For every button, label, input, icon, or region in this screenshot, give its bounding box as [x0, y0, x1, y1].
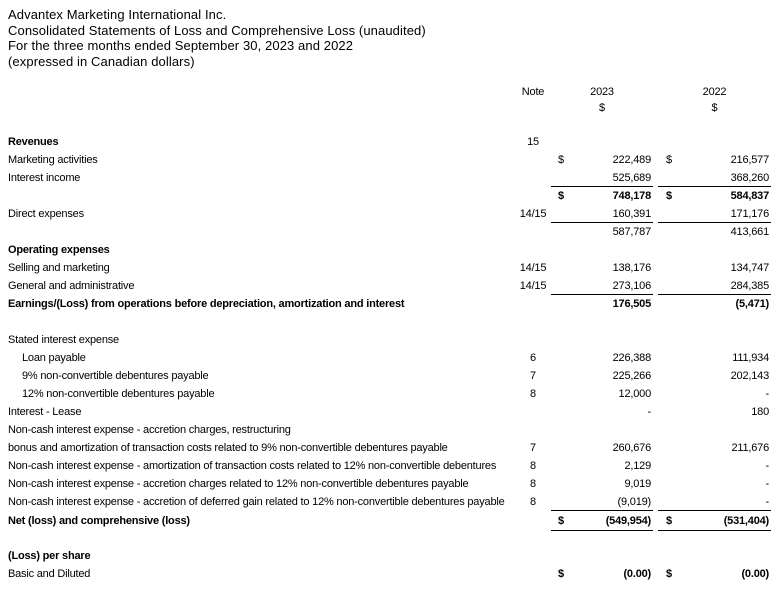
- note-value: 8: [530, 460, 536, 472]
- amount-2022: [658, 367, 771, 385]
- statement-row-gross-margin: [0, 223, 780, 241]
- year-2023-header: 2023: [590, 86, 614, 98]
- statement-row-marketing-activities: [0, 151, 780, 169]
- amount-2022: [658, 151, 771, 169]
- row-label: Operating expenses: [8, 244, 110, 256]
- row-label: Direct expenses: [8, 208, 84, 220]
- currency-sign: $: [558, 514, 564, 527]
- note-value: 8: [530, 496, 536, 508]
- currency-sign: $: [558, 154, 564, 166]
- statement-row-noncash-accretion-restructuring-line1: [0, 421, 780, 439]
- amount-2022: [658, 385, 771, 403]
- row-label: Non-cash interest expense - accretion of deferred gain related to 12% non-convertible debentures payable: [8, 496, 505, 508]
- note-value: 8: [530, 478, 536, 490]
- value-2023: (0.00): [623, 568, 651, 580]
- amount-2023: [551, 385, 653, 403]
- amount-2023: [551, 205, 653, 223]
- currency-header-row: [0, 100, 780, 116]
- value-2023: (549,954): [605, 514, 651, 527]
- value-2023: 138,176: [612, 262, 651, 274]
- currency-note: (expressed in Canadian dollars): [8, 53, 195, 69]
- amount-2022: [658, 259, 771, 277]
- note-column-header: Note: [521, 86, 545, 98]
- row-label: Basic and Diluted: [8, 568, 91, 580]
- statement-row-net-loss: [0, 511, 780, 531]
- value-2022: 134,747: [730, 262, 769, 274]
- statement-row-noncash-accretion-12pct: [0, 475, 780, 493]
- amount-2022: [658, 349, 771, 367]
- amount-2022: [658, 439, 771, 457]
- statement-row-revenues: [0, 133, 780, 151]
- value-2022: 211,676: [731, 442, 769, 454]
- currency-symbol-2023: $: [599, 102, 605, 114]
- row-label: Loan payable: [22, 352, 86, 364]
- amount-2022: [658, 295, 771, 313]
- statement-row-interest-income: [0, 169, 780, 187]
- note-value: 7: [530, 370, 536, 382]
- row-label: Marketing activities: [8, 154, 98, 166]
- value-2022: 368,260: [730, 171, 769, 184]
- amount-2022: [658, 241, 771, 259]
- value-2023: 12,000: [618, 388, 651, 400]
- column-header-row: [0, 84, 780, 100]
- row-label: Non-cash interest expense - accretion charges, restructuring: [8, 424, 291, 436]
- value-2023: 2,129: [624, 460, 651, 472]
- statement-period: For the three months ended September 30, 2023 and 2022: [8, 38, 354, 53]
- value-2022: 216,577: [730, 154, 769, 166]
- company-name: Advantex Marketing International Inc.: [8, 7, 227, 22]
- note-value: 14/15: [519, 208, 547, 220]
- spacer: [0, 531, 780, 547]
- row-label: Stated interest expense: [8, 334, 119, 346]
- amount-2022: [658, 331, 771, 349]
- amount-2022: [658, 187, 771, 205]
- row-label: General and administrative: [8, 280, 135, 292]
- value-2023: 587,787: [612, 226, 651, 238]
- statement-header: [8, 7, 426, 69]
- statement-row-noncash-accretion-restructuring-line2: [0, 439, 780, 457]
- amount-2023: [551, 403, 653, 421]
- value-2023: 225,266: [612, 370, 651, 382]
- note-value: 6: [530, 352, 536, 364]
- statement-row-9pct-debentures: [0, 367, 780, 385]
- amount-2023: [551, 151, 653, 169]
- amount-2022: [658, 169, 771, 187]
- value-2023: 273,106: [612, 279, 651, 292]
- row-label: Net (loss) and comprehensive (loss): [8, 515, 190, 527]
- year-2022-header: 2022: [702, 86, 727, 98]
- note-value: 14/15: [519, 262, 547, 274]
- value-2022: 111,934: [732, 352, 769, 364]
- value-2023: -: [647, 406, 651, 418]
- statement-table: [0, 84, 780, 583]
- amount-2023: [551, 187, 653, 205]
- row-label: bonus and amortization of transaction costs related to 9% non-convertible debentures payable: [8, 442, 448, 454]
- amount-2022: [658, 223, 771, 241]
- note-value: 14/15: [519, 280, 547, 292]
- row-label: 9% non-convertible debentures payable: [22, 370, 209, 382]
- amount-2023: [551, 169, 653, 187]
- amount-2023: [551, 421, 653, 439]
- amount-2023: [551, 241, 653, 259]
- statement-row-operating-expenses: [0, 241, 780, 259]
- statement-row-interest-lease: [0, 403, 780, 421]
- amount-2023: [551, 259, 653, 277]
- currency-symbol-2022: $: [711, 102, 718, 114]
- value-2023: 160,391: [612, 207, 651, 220]
- amount-2023: [551, 439, 653, 457]
- amount-2023: [551, 223, 653, 241]
- value-2023: 226,388: [612, 352, 651, 364]
- amount-2023: [551, 349, 653, 367]
- currency-sign: $: [558, 568, 564, 580]
- row-label: Interest - Lease: [8, 406, 82, 418]
- value-2022: 202,143: [730, 370, 769, 382]
- value-2022: (5,471): [735, 298, 769, 310]
- value-2022: -: [765, 460, 769, 472]
- amount-2023: [551, 457, 653, 475]
- amount-2022: [658, 457, 771, 475]
- row-label: Revenues: [8, 136, 59, 148]
- value-2023: 9,019: [624, 478, 651, 490]
- amount-2022: [658, 205, 771, 223]
- amount-2023: [551, 493, 653, 511]
- statement-title: Consolidated Statements of Loss and Comprehensive Loss (unaudited): [8, 22, 426, 38]
- value-2022: 284,385: [730, 279, 769, 292]
- note-value: 8: [530, 388, 536, 400]
- amount-2022: [658, 493, 771, 511]
- statement-row-noncash-deferred-gain-12pct: [0, 493, 780, 511]
- spacer: [0, 313, 780, 331]
- amount-2022: [658, 403, 771, 421]
- currency-sign: $: [666, 568, 672, 580]
- currency-sign: $: [666, 514, 672, 527]
- statement-row-noncash-amortization-12pct: [0, 457, 780, 475]
- value-2022: (531,404): [723, 514, 769, 527]
- row-label: 12% non-convertible debentures payable: [22, 388, 215, 400]
- currency-sign: $: [666, 154, 672, 166]
- value-2023: 260,676: [612, 442, 651, 454]
- spacer: [0, 116, 780, 133]
- amount-2023: [551, 295, 653, 313]
- row-label: Non-cash interest expense - amortization of transaction costs related to 12% non-convertible debentures: [8, 460, 497, 472]
- statement-row-loss-per-share: [0, 547, 780, 565]
- row-label: (Loss) per share: [8, 550, 91, 562]
- currency-sign: $: [666, 190, 672, 202]
- currency-sign: $: [558, 190, 564, 202]
- value-2022: 413,661: [730, 226, 769, 238]
- amount-2023: [551, 475, 653, 493]
- value-2023: 222,489: [612, 154, 651, 166]
- value-2023: (9,019): [617, 495, 651, 508]
- note-value: 15: [527, 136, 539, 148]
- statement-row-general-and-administrative: [0, 277, 780, 295]
- value-2022: 180: [751, 406, 769, 418]
- amount-2022: [658, 421, 771, 439]
- row-label: Selling and marketing: [8, 262, 110, 274]
- row-label: Non-cash interest expense - accretion charges related to 12% non-convertible debentures payable: [8, 478, 469, 490]
- statement-row-direct-expenses: [0, 205, 780, 223]
- amount-2022: [658, 475, 771, 493]
- statement-row-selling-and-marketing: [0, 259, 780, 277]
- statement-row-stated-interest-expense: [0, 331, 780, 349]
- value-2022: 584,837: [730, 190, 769, 202]
- value-2022: -: [765, 388, 769, 400]
- amount-2022: [658, 133, 771, 151]
- amount-2022: [658, 565, 771, 583]
- value-2023: 176,505: [612, 298, 651, 310]
- amount-2023: [551, 133, 653, 151]
- value-2022: 171,176: [730, 207, 769, 220]
- value-2022: (0.00): [741, 568, 769, 580]
- row-label: Earnings/(Loss) from operations before depreciation, amortization and interest: [8, 298, 405, 310]
- statement-row-12pct-debentures: [0, 385, 780, 403]
- statement-row-basic-and-diluted: [0, 565, 780, 583]
- statement-row-earnings-from-operations: [0, 295, 780, 313]
- amount-2022: [658, 547, 771, 565]
- amount-2023: [551, 565, 653, 583]
- value-2023: 748,178: [612, 190, 651, 202]
- amount-2022: [658, 277, 771, 295]
- amount-2023: [551, 511, 653, 531]
- amount-2022: [658, 511, 771, 531]
- note-value: 7: [530, 442, 536, 454]
- amount-2023: [551, 277, 653, 295]
- statement-row-total-revenues: [0, 187, 780, 205]
- statement-row-loan-payable: [0, 349, 780, 367]
- amount-2023: [551, 331, 653, 349]
- amount-2023: [551, 547, 653, 565]
- value-2022: -: [765, 478, 769, 490]
- row-label: Interest income: [8, 172, 81, 184]
- amount-2023: [551, 367, 653, 385]
- value-2023: 525,689: [612, 171, 651, 184]
- value-2022: -: [765, 495, 769, 508]
